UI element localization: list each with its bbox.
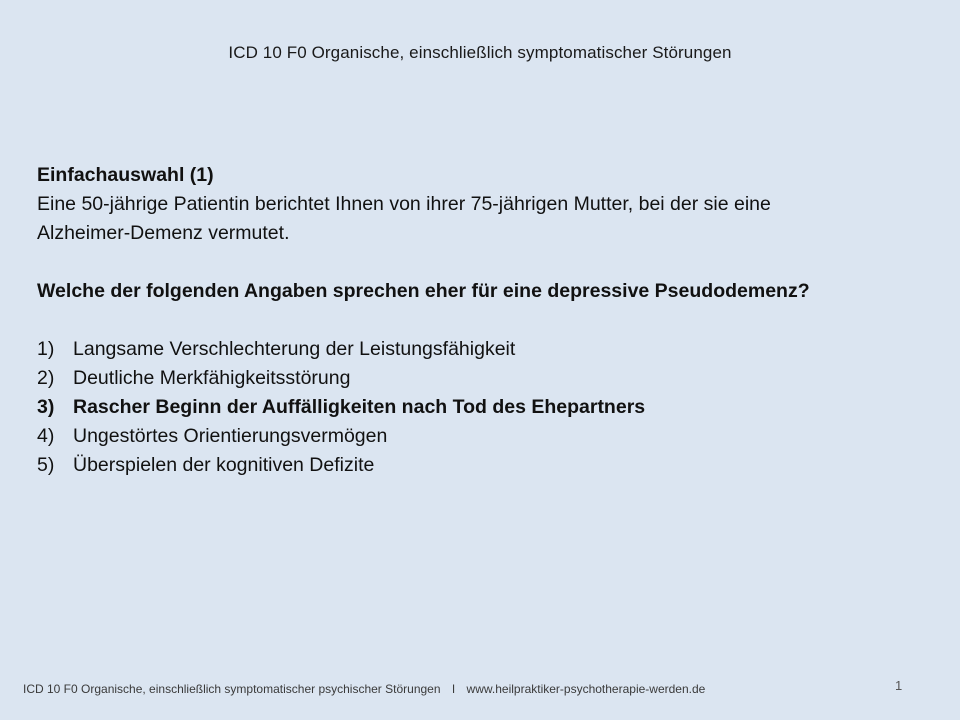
slide-footer [23, 682, 705, 696]
option-number: 2) [37, 367, 55, 389]
slide-title: ICD 10 F0 Organische, einschließlich symptomatischer Störungen [228, 43, 732, 62]
spacer [37, 306, 917, 335]
answer-option-1[interactable] [37, 335, 917, 364]
spacer [37, 248, 917, 277]
option-text: Rascher Beginn der Auffälligkeiten nach Tod des Ehepartners [73, 396, 646, 418]
option-text: Überspielen der kognitiven Defizite [73, 454, 375, 476]
footer-separator: I [451, 682, 456, 696]
question-block [37, 161, 917, 480]
question-prompt: Welche der folgenden Angaben sprechen eher für eine depressive Pseudodemenz? [37, 280, 810, 302]
question-heading: Einfachauswahl (1) [37, 164, 214, 186]
case-description-line-1: Eine 50-jährige Patientin berichtet Ihnen von ihrer 75-jährigen Mutter, bei der sie eine [37, 193, 771, 215]
option-text: Langsame Verschlechterung der Leistungsfähigkeit [73, 338, 516, 360]
option-number: 3) [37, 396, 55, 418]
answer-option-4[interactable] [37, 422, 917, 451]
footer-url[interactable]: www.heilpraktiker-psychotherapie-werden.de [466, 682, 706, 696]
answer-option-5[interactable] [37, 451, 917, 480]
answer-options [37, 335, 917, 480]
answer-option-2[interactable] [37, 364, 917, 393]
option-text: Deutliche Merkfähigkeitsstörung [73, 367, 351, 389]
page-number: 1 [895, 678, 903, 693]
case-description-line-2: Alzheimer-Demenz vermutet. [37, 222, 290, 244]
footer-text: ICD 10 F0 Organische, einschließlich symptomatischer psychischer Störungen [23, 682, 441, 696]
option-number: 1) [37, 338, 55, 360]
option-text: Ungestörtes Orientierungsvermögen [73, 425, 388, 447]
answer-option-3-correct[interactable] [37, 393, 917, 422]
option-number: 4) [37, 425, 55, 447]
option-number: 5) [37, 454, 55, 476]
